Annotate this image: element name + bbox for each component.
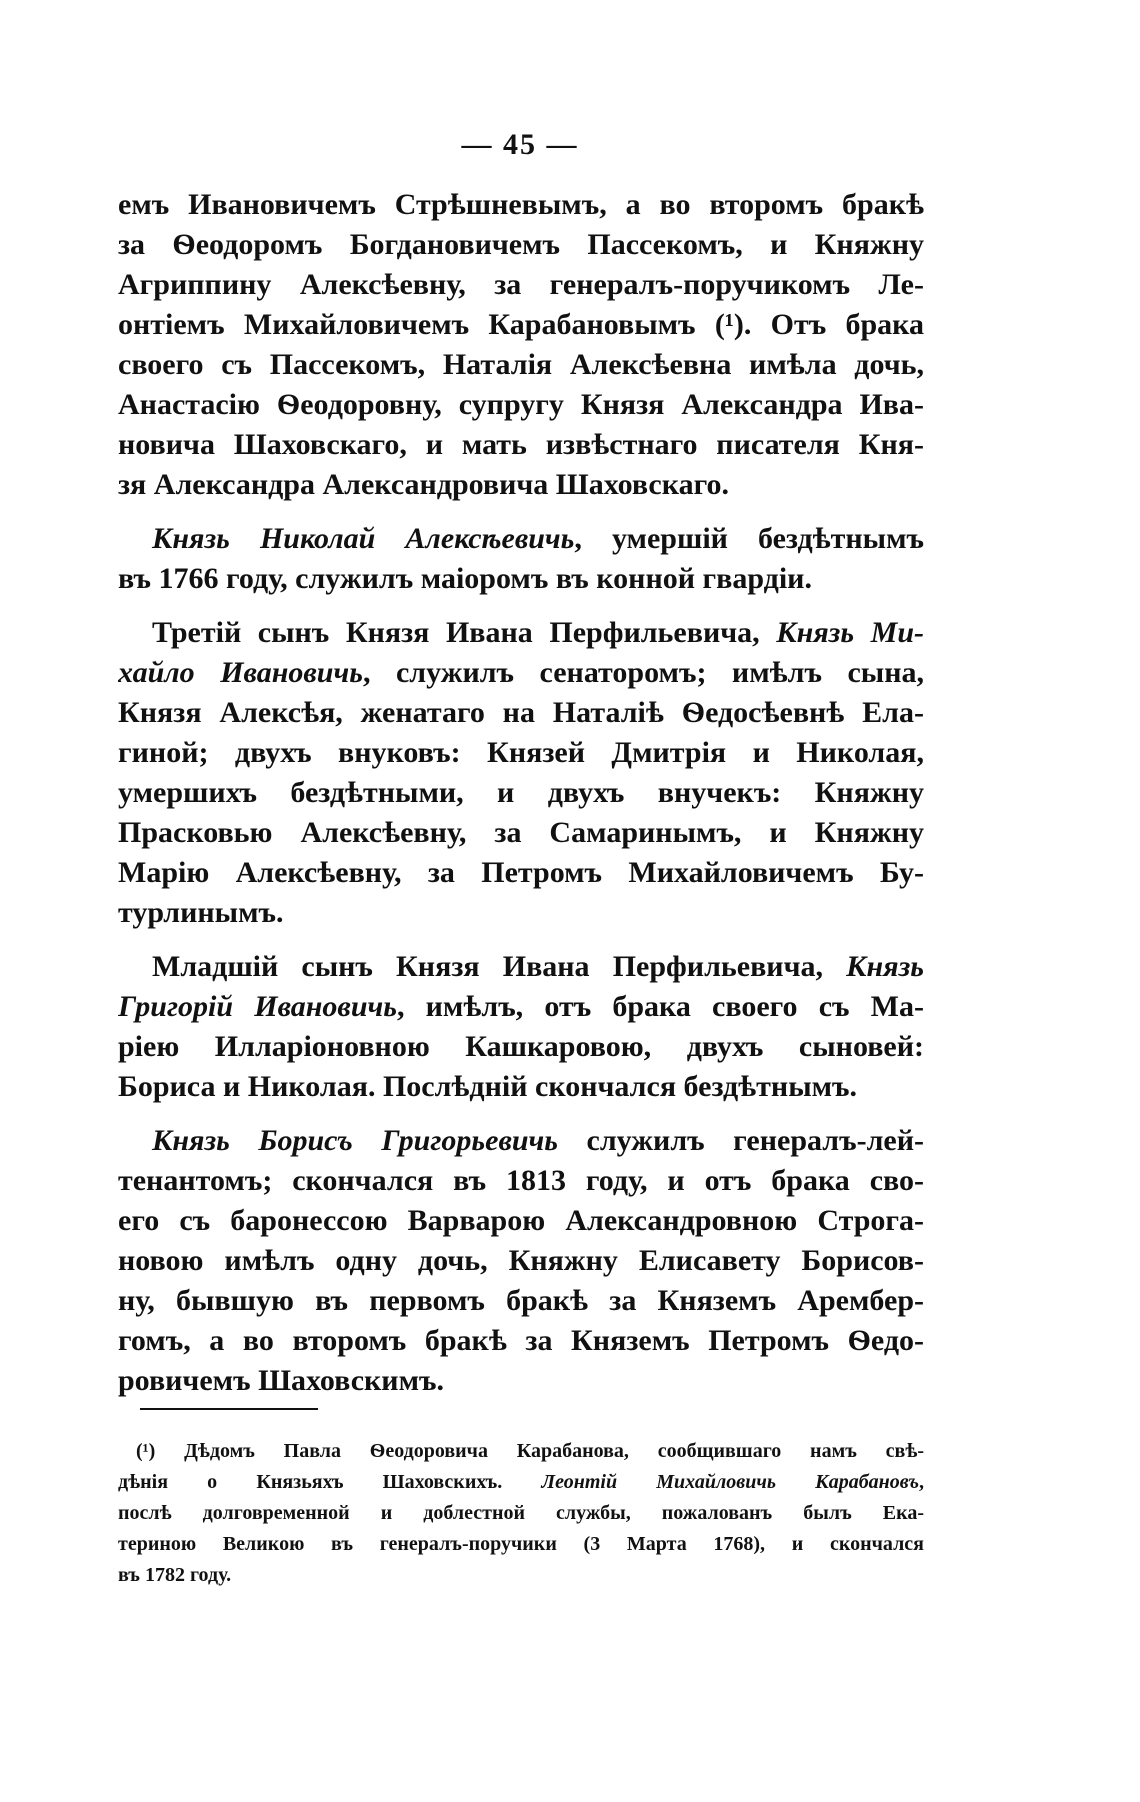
text-line: умершихъ бездѣтными, и двухъ внучекъ: Княжну [118, 776, 924, 809]
text-line: Младшій сынъ Князя Ивана Перфильевича, Князь [152, 950, 924, 983]
italic-name: Григорій Ивановичь [118, 990, 397, 1023]
italic-name: хайло Ивановичь [118, 656, 363, 689]
text-line: Князя Алексѣя, женатаго на Наталіѣ Ѳедосѣевнѣ Ела- [118, 696, 924, 729]
italic-name: Князь [846, 950, 924, 983]
text-line: хайло Ивановичь, служилъ сенаторомъ; имѣлъ сына, [118, 656, 924, 689]
text-line: Бориса и Николая. Послѣдній скончался бездѣтнымъ. [118, 1070, 858, 1103]
footnote-line: (¹) Дѣдомъ Павла Ѳеодоровича Карабанова, сообщившаго намъ свѣ- [136, 1440, 924, 1462]
text-line: турлинымъ. [118, 896, 284, 929]
footnote [118, 1436, 924, 1591]
footnote-rule [140, 1408, 318, 1410]
italic-name: Леонтій Михайловичь Карабановъ [541, 1471, 919, 1493]
italic-name: Князь Ми- [776, 616, 924, 649]
text-line: Марію Алексѣевну, за Петромъ Михайловичемъ Бу- [118, 856, 924, 889]
text-line: своего съ Пассекомъ, Наталія Алексѣевна имѣла дочь, [118, 348, 924, 381]
footnote-line: териною Великою въ генералъ-поручики (3 Марта 1768), и скончался [118, 1533, 924, 1555]
page-number: — 45 — [461, 128, 579, 161]
text-line: гомъ, а во второмъ бракѣ за Княземъ Петромъ Ѳедо- [118, 1324, 924, 1357]
footnote-line: послѣ долговременной и доблестной службы, пожалованъ былъ Ека- [118, 1502, 924, 1524]
text-line: онтіемъ Михайловичемъ Карабановымъ (¹). Отъ брака [118, 308, 924, 341]
footnote-line: въ 1782 году. [118, 1564, 232, 1586]
text-line: Григорій Ивановичь, имѣлъ, отъ брака своего съ Ма- [118, 990, 924, 1023]
text-line: Князь Борисъ Григорьевичь служилъ генералъ-лей- [152, 1124, 924, 1157]
italic-name: Князь Борисъ Григорьевичь [152, 1124, 559, 1157]
text-line: Третій сынъ Князя Ивана Перфильевича, Князь Ми- [152, 616, 924, 649]
text-line: гиной; двухъ внуковъ: Князей Дмитрія и Николая, [118, 736, 924, 769]
text-line: въ 1766 году, служилъ маіоромъ въ конной гвардіи. [118, 562, 812, 595]
text-line: ріею Илларіоновною Кашкаровою, двухъ сыновей: [118, 1030, 924, 1063]
text-line: новича Шаховскаго, и мать извѣстнаго писателя Кня- [118, 428, 924, 461]
text-line: Анастасію Ѳеодоровну, супругу Князя Александра Ива- [118, 388, 924, 421]
text-line: емъ Ивановичемъ Стрѣшневымъ, а во второмъ бракѣ [118, 188, 924, 221]
text-line: Агриппину Алексѣевну, за генералъ-поручикомъ Ле- [118, 268, 924, 301]
text-line: ровичемъ Шаховскимъ. [118, 1364, 445, 1397]
text-line: за Ѳеодоромъ Богдановичемъ Пассекомъ, и Княжну [118, 228, 924, 261]
main-text [118, 185, 924, 1401]
text-line: ну, бывшую въ первомъ бракѣ за Княземъ Арембер- [118, 1284, 924, 1317]
text-line: тенантомъ; скончался въ 1813 году, и отъ брака сво- [118, 1164, 924, 1197]
text-line: его съ баронессою Варварою Александровною Строга- [118, 1204, 924, 1237]
text-line: Князь Николай Алексѣевичь, умершій бездѣтнымъ [152, 522, 924, 555]
footnote-line: дѣнія о Князьяхъ Шаховскихъ. Леонтій Михайловичь Карабановъ, [118, 1471, 924, 1493]
text-line: Прасковью Алексѣевну, за Самаринымъ, и Княжну [118, 816, 924, 849]
text-line: зя Александра Александровича Шаховскаго. [118, 468, 729, 501]
italic-name: Князь Николай Алексѣевичь [152, 522, 575, 555]
text-line: новою имѣлъ одну дочь, Княжну Елисавету Борисов- [118, 1244, 924, 1277]
